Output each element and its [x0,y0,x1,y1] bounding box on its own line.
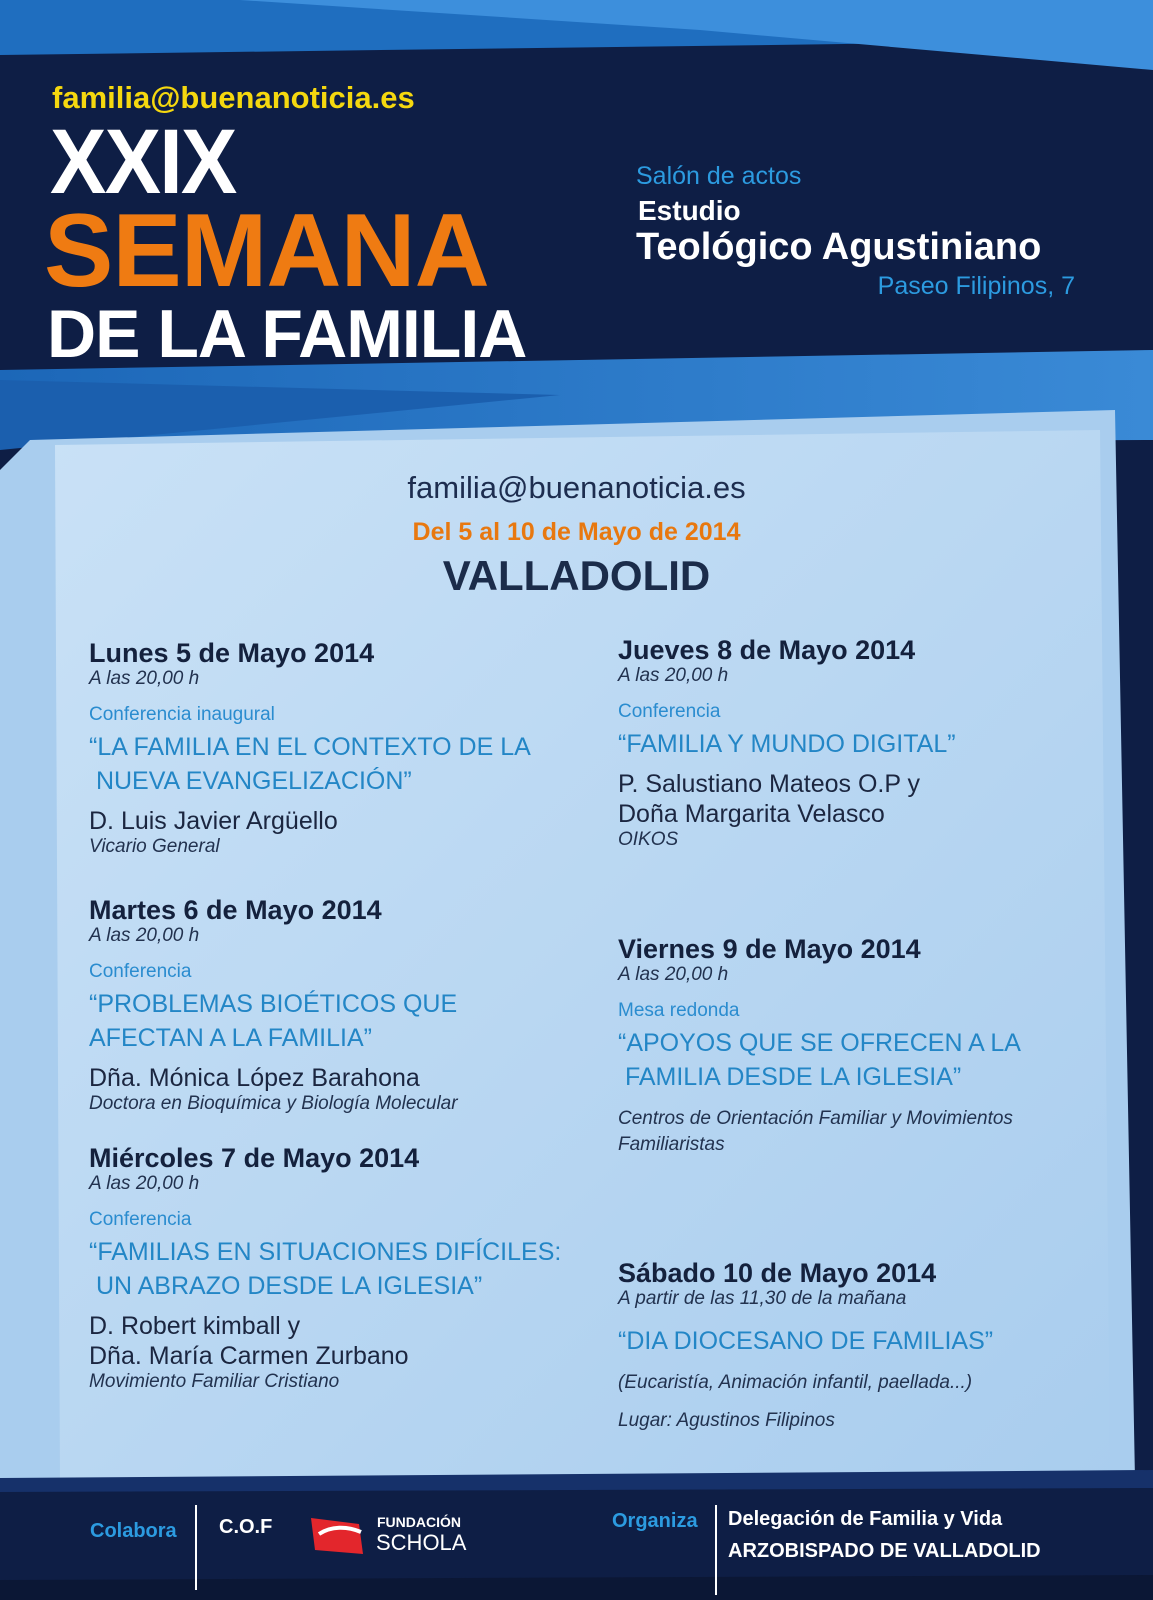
venue-name-line2: Teológico Agustiniano [636,226,1042,268]
talk-title: “APOYOS QUE SE OFRECEN A LA FAMILIA DESDE LA IGLESIA” [618,1029,1021,1091]
cof-logo-text: C.O.F [219,1516,273,1538]
event-city: VALLADOLID [442,552,711,599]
day-time: A las 20,00 h [89,1173,200,1194]
day-friday [618,934,1098,1158]
event-type: Conferencia inaugural [89,704,275,725]
event-type: Mesa redonda [618,1000,740,1021]
day-monday [89,638,589,858]
schola-logo-bottom: SCHOLA [376,1530,467,1555]
day-title: Jueves 8 de Mayo 2014 [618,635,916,665]
intro-email[interactable]: familia@buenanoticia.es [407,470,746,505]
day-tuesday [89,895,589,1115]
day-title: Viernes 9 de Mayo 2014 [618,934,921,964]
venue-name-line1: Estudio [638,195,741,226]
day-title: Martes 6 de Mayo 2014 [89,895,382,925]
participants: Centros de Orientación Familiar y Movimientos Familiaristas [618,1108,1013,1155]
organizer-line1: Delegación de Familia y Vida [728,1508,1003,1530]
speaker-role: Vicario General [89,836,220,857]
event-title: SEMANA [44,193,489,309]
event-dates: Del 5 al 10 de Mayo de 2014 [412,518,741,546]
schola-logo-top: FUNDACIÓN [377,1514,461,1530]
collab-label: Colabora [90,1520,177,1542]
footer-divider-left [195,1505,197,1590]
day-time: A las 20,00 h [618,964,729,985]
organizer-line2: ARZOBISPADO DE VALLADOLID [728,1540,1041,1562]
speaker-name: D. Robert kimball y Dña. María Carmen Zurbano [89,1312,409,1370]
speaker-role: Movimiento Familiar Cristiano [89,1371,340,1392]
event-subtitle: DE LA FAMILIA [47,296,527,372]
footer-divider-right [715,1505,717,1595]
venue-label: Salón de actos [636,162,802,190]
day-time: A las 20,00 h [89,668,200,689]
schola-logo-icon [311,1516,366,1556]
talk-title: “FAMILIA Y MUNDO DIGITAL” [618,730,956,758]
day-title: Sábado 10 de Mayo 2014 [618,1258,937,1288]
talk-title: “LA FAMILIA EN EL CONTEXTO DE LA NUEVA EVANGELIZACIÓN” [89,733,531,795]
talk-title: “PROBLEMAS BIOÉTICOS QUE AFECTAN A LA FAMILIA” [89,990,458,1052]
day-title: Miércoles 7 de Mayo 2014 [89,1143,420,1173]
header-email[interactable]: familia@buenanoticia.es [52,80,415,115]
edition-number: XXIX [50,111,236,213]
day-time: A las 20,00 h [89,925,200,946]
event-place: Lugar: Agustinos Filipinos [618,1410,835,1431]
speaker-name: P. Salustiano Mateos O.P y Doña Margarita Velasco [618,770,921,828]
day-wednesday [89,1143,589,1393]
organizer-label: Organiza [612,1510,698,1532]
speaker-name: D. Luis Javier Argüello [89,807,338,835]
talk-title: “DIA DIOCESANO DE FAMILIAS” [618,1327,994,1355]
day-title: Lunes 5 de Mayo 2014 [89,638,375,668]
talk-title: “FAMILIAS EN SITUACIONES DIFÍCILES: UN ABRAZO DESDE LA IGLESIA” [89,1238,562,1300]
event-type: Conferencia [89,961,192,982]
speaker-role: Doctora en Bioquímica y Biología Molecular [89,1093,458,1114]
event-type: Conferencia [618,701,721,722]
day-time: A partir de las 11,30 de la mañana [618,1288,907,1309]
event-type: Conferencia [89,1209,192,1230]
day-thursday [618,635,1098,851]
venue-address: Paseo Filipinos, 7 [877,272,1075,300]
speaker-role: OIKOS [618,829,679,850]
day-saturday [618,1258,1098,1434]
day-time: A las 20,00 h [618,665,729,686]
speaker-name: Dña. Mónica López Barahona [89,1064,420,1092]
activities-note: (Eucaristía, Animación infantil, paellada...) [618,1372,973,1393]
